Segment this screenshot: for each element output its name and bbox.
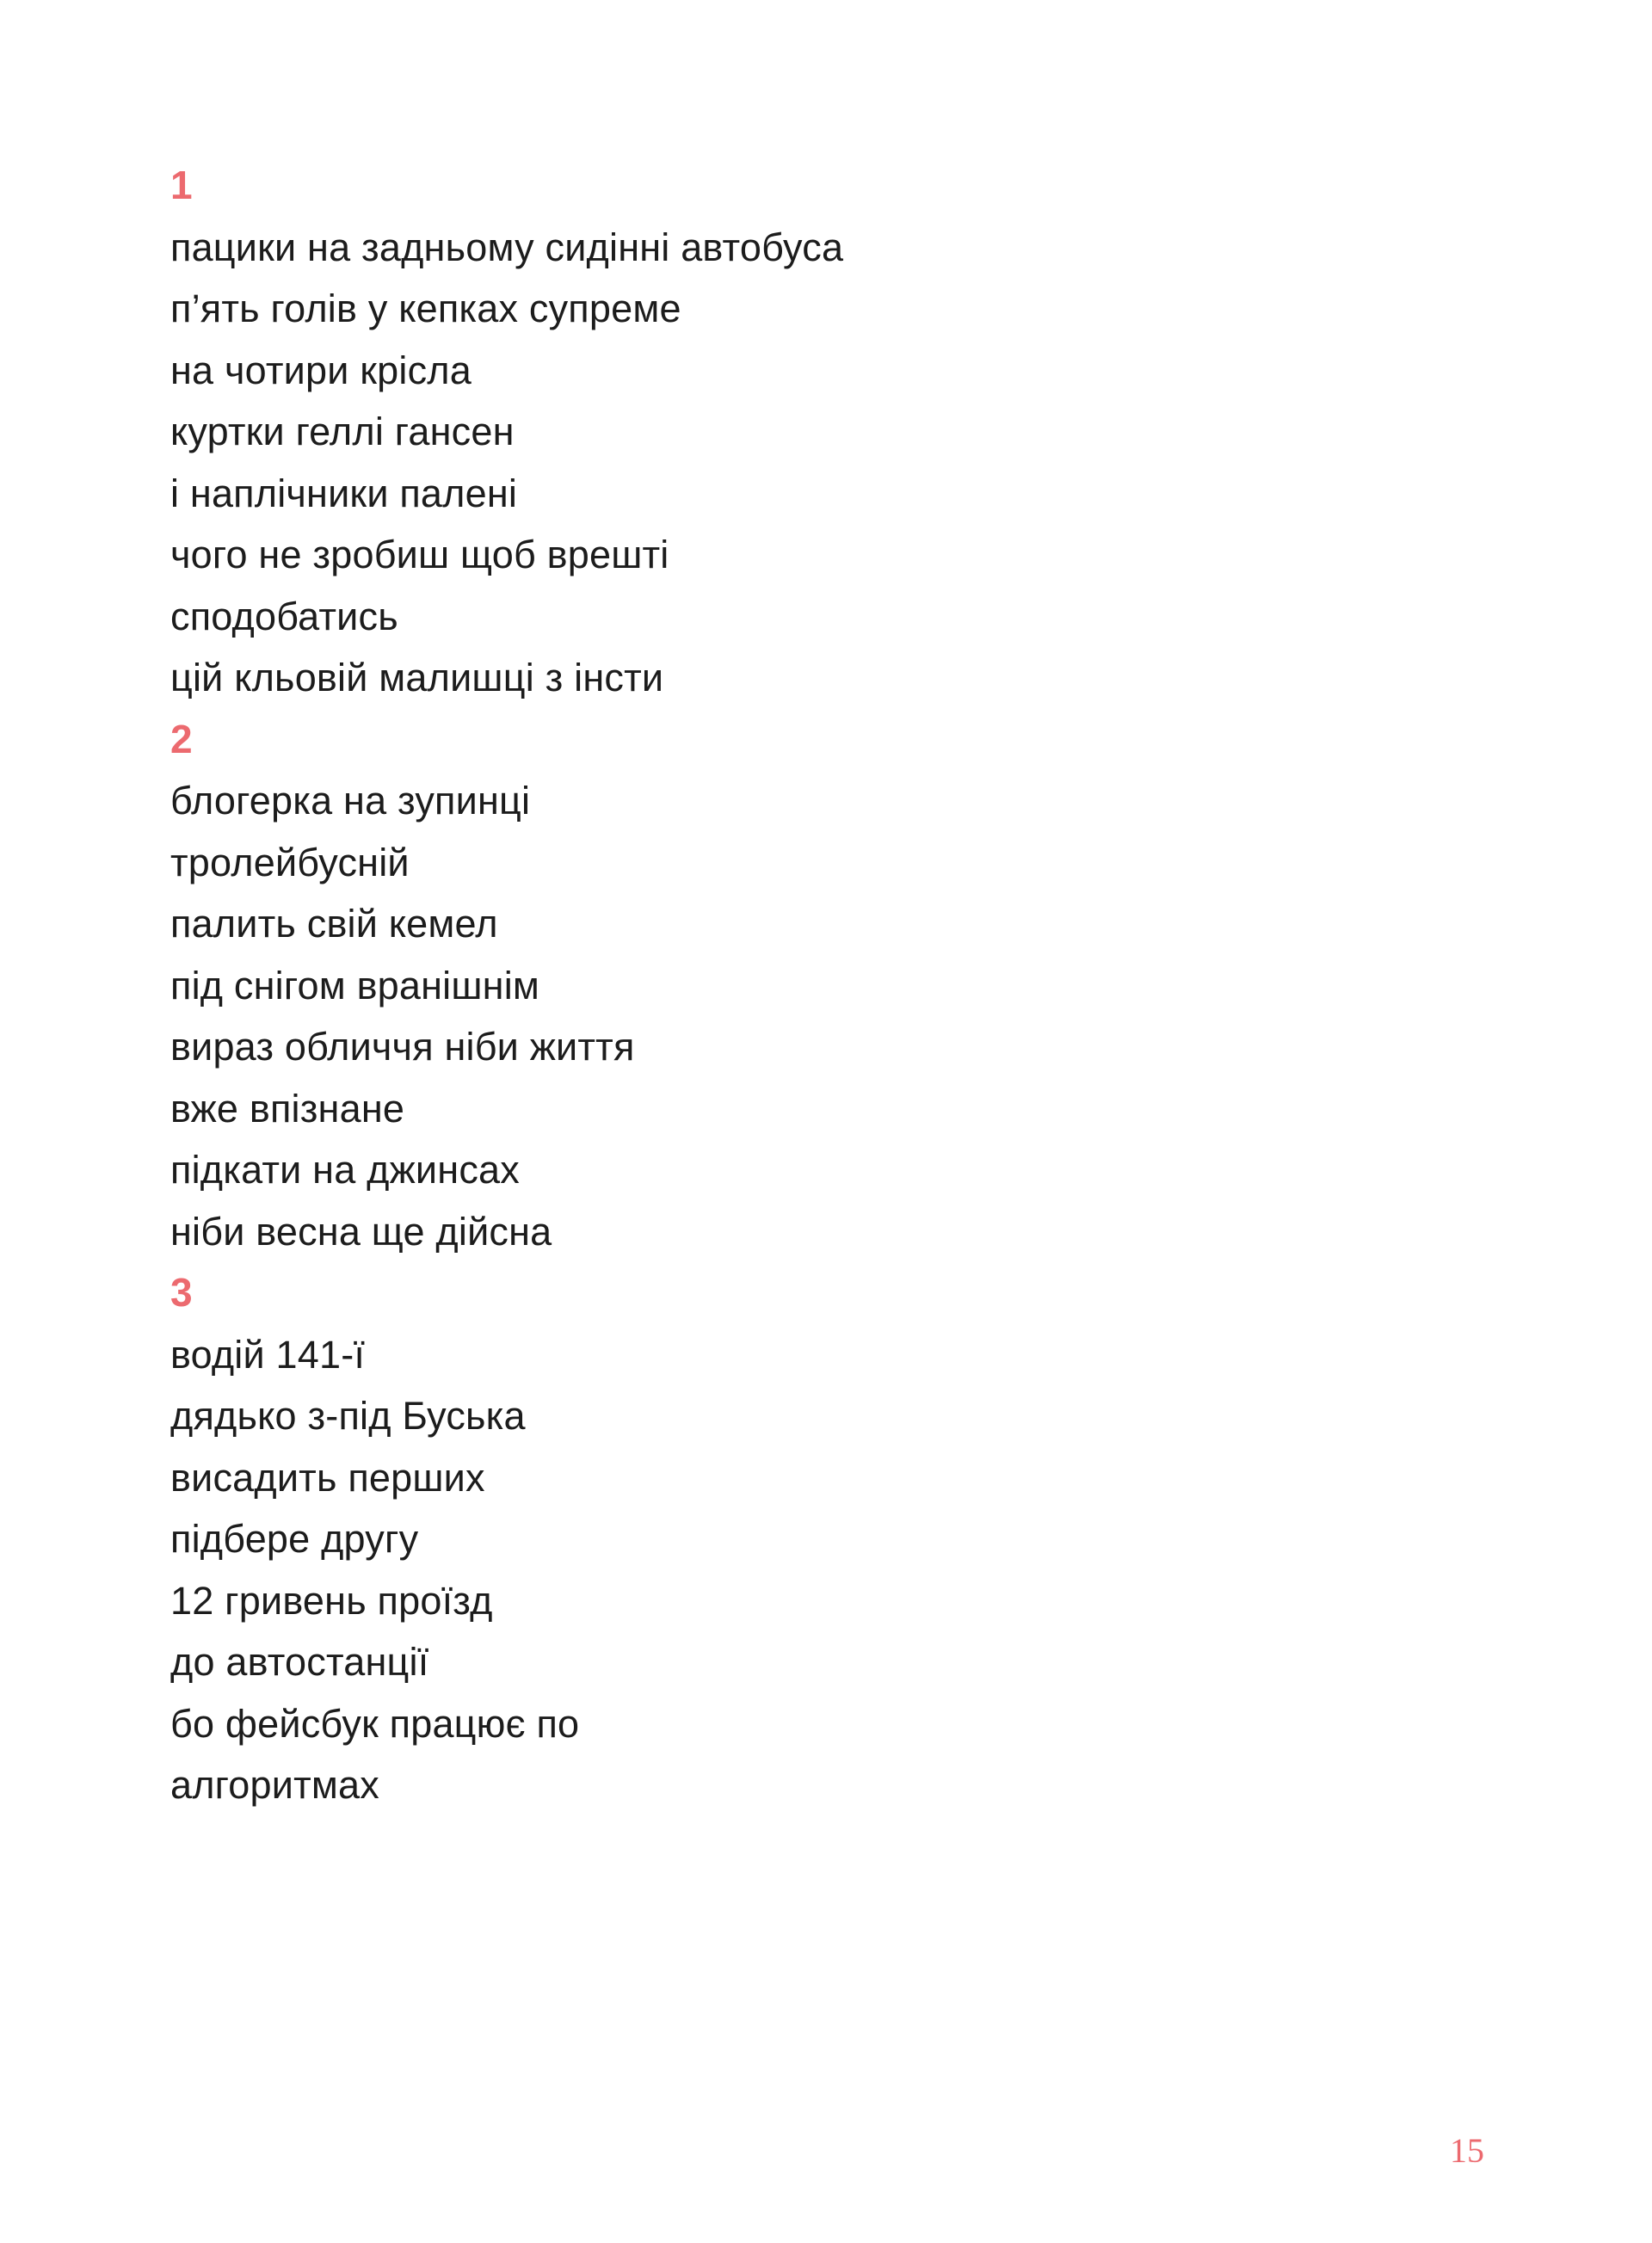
poem-line: блогерка на зупинці: [170, 779, 531, 823]
poem-line: вже впізнане: [170, 1086, 405, 1131]
poem-line: тролейбусній: [170, 840, 410, 884]
poem-line: куртки геллі гансен: [170, 410, 515, 453]
poem-line: підкати на джинсах: [170, 1148, 520, 1192]
poem-line: водій 141-ї: [170, 1332, 366, 1377]
poem-line: під снігом вранішнім: [170, 963, 540, 1008]
poem-line: пацики на задньому сидінні автобуса: [170, 225, 844, 269]
poem-line: п’ять голів у кепках супреме: [170, 287, 681, 330]
section-number: 2: [170, 716, 193, 761]
poem-line: цій кльовій малишці з інсти: [170, 656, 664, 699]
poem-line: до автостанції: [170, 1640, 429, 1684]
poem-section-2: [170, 709, 1461, 1263]
poem-line: сподобатись: [170, 594, 398, 638]
poem-line: чого не зробиш щоб врешті: [170, 533, 669, 576]
poem-line: і наплічники палені: [170, 471, 518, 515]
poem-line: вираз обличчя ніби життя: [170, 1025, 635, 1069]
poem-section-1: [170, 155, 1461, 709]
page-number: 15: [1450, 2131, 1484, 2170]
poem-line: висадить перших: [170, 1455, 485, 1500]
poem-line: підбере другу: [170, 1517, 419, 1561]
section-number: 1: [170, 163, 193, 207]
poem: [170, 155, 1461, 1816]
poem-line: палить свій кемел: [170, 902, 498, 946]
poem-line: ніби весна ще дійсна: [170, 1209, 552, 1254]
poem-line: дядько з-під Буська: [170, 1394, 526, 1438]
poem-line: 12 гривень проїзд: [170, 1578, 493, 1623]
section-number: 3: [170, 1270, 193, 1315]
poem-line: на чотири крісла: [170, 348, 472, 392]
poem-section-3: [170, 1262, 1461, 1816]
poem-line: алгоритмах: [170, 1763, 379, 1807]
poem-line: бо фейсбук працює по: [170, 1701, 580, 1746]
